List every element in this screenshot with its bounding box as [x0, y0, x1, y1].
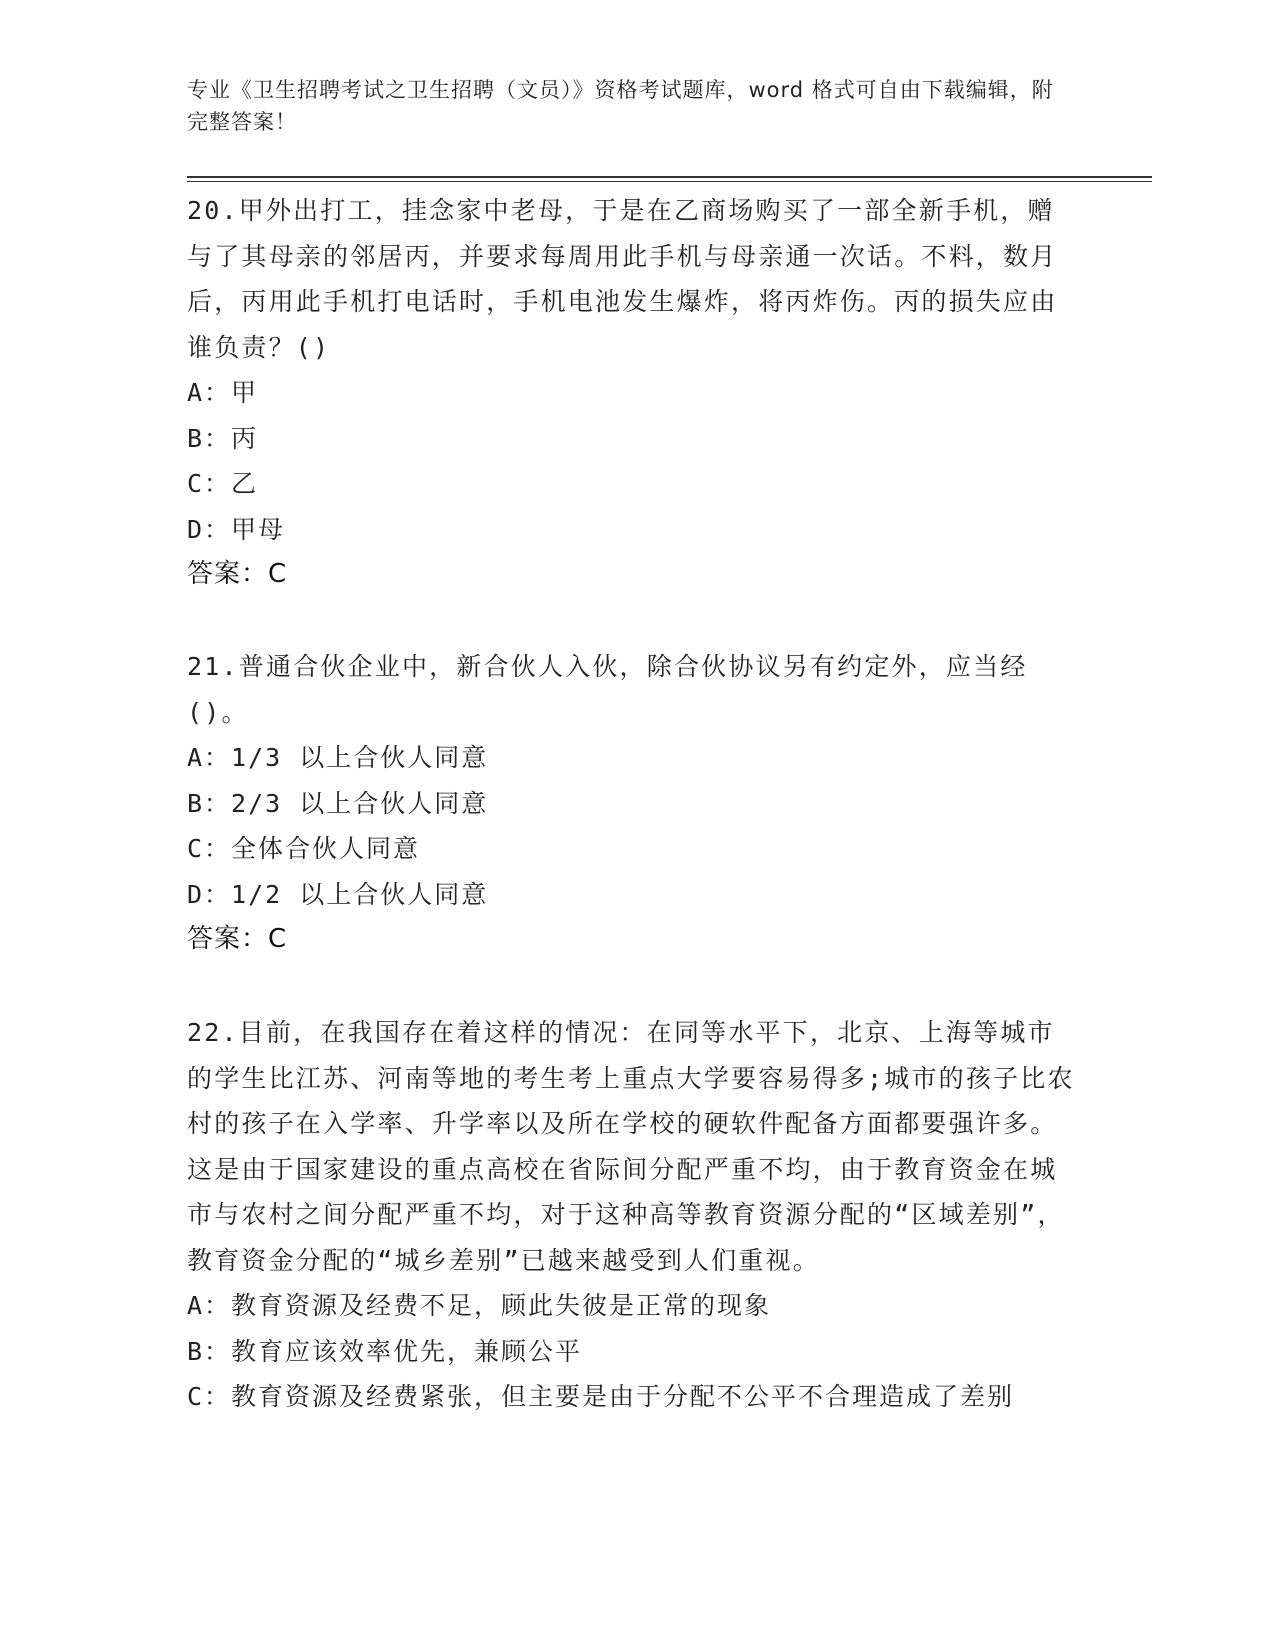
document-header: 专业《卫生招聘考试之卫生招聘（文员）》资格考试题库，word 格式可自由下载编辑，附完整答案！ — [187, 78, 1054, 134]
question-stem: 22.目前，在我国存在着这样的情况：在同等水平下，北京、上海等城市的学生比江苏、河南等地的考生考上重点大学要容易得多;城市的孩子比农村的孩子在入学率、升学率以及所在学校的硬软件配备方面都要强许多。这是由于国家建设的重点高校在省际间分配严重不均，由于教育资金在城市与农村之间分配严重不均，对于这种高等教育资源分配的“区域差别”，教育资金分配的“城乡差别”已越来越受到人们重视。 — [187, 1018, 1075, 1275]
option-b: B：2/3 以上合伙人同意 — [187, 788, 489, 818]
question-20 — [187, 188, 1077, 598]
option-a: A：教育资源及经费不足，顾此失彼是正常的现象 — [187, 1291, 772, 1320]
option-c: C：全体合伙人同意 — [187, 834, 421, 863]
header-rule-thick — [187, 176, 1152, 178]
question-22 — [187, 1010, 1077, 1420]
option-a: A：甲 — [187, 378, 259, 407]
question-21 — [187, 644, 1077, 963]
option-a: A：1/3 以上合伙人同意 — [187, 743, 489, 772]
option-b: B：教育应该效率优先，兼顾公平 — [187, 1336, 583, 1366]
header-rule-thin — [187, 181, 1152, 182]
answer: 答案：C — [187, 559, 288, 589]
option-b: B：丙 — [187, 423, 259, 453]
question-stem: 21.普通合伙企业中，新合伙人入伙，除合伙协议另有约定外，应当经()。 — [187, 652, 1028, 727]
answer: 答案：C — [187, 924, 288, 954]
option-d: D：甲母 — [187, 514, 286, 544]
option-c: C：教育资源及经费紧张，但主要是由于分配不公平不合理造成了差别 — [187, 1382, 1015, 1411]
option-d: D：1/2 以上合伙人同意 — [187, 879, 489, 909]
option-c: C：乙 — [187, 469, 259, 498]
question-stem: 20.甲外出打工，挂念家中老母，于是在乙商场购买了一部全新手机，赠与了其母亲的邻居丙，并要求每周用此手机与母亲通一次话。不料，数月后，丙用此手机打电话时，手机电池发生爆炸，将丙炸伤。丙的损失应由谁负责？() — [187, 196, 1058, 362]
